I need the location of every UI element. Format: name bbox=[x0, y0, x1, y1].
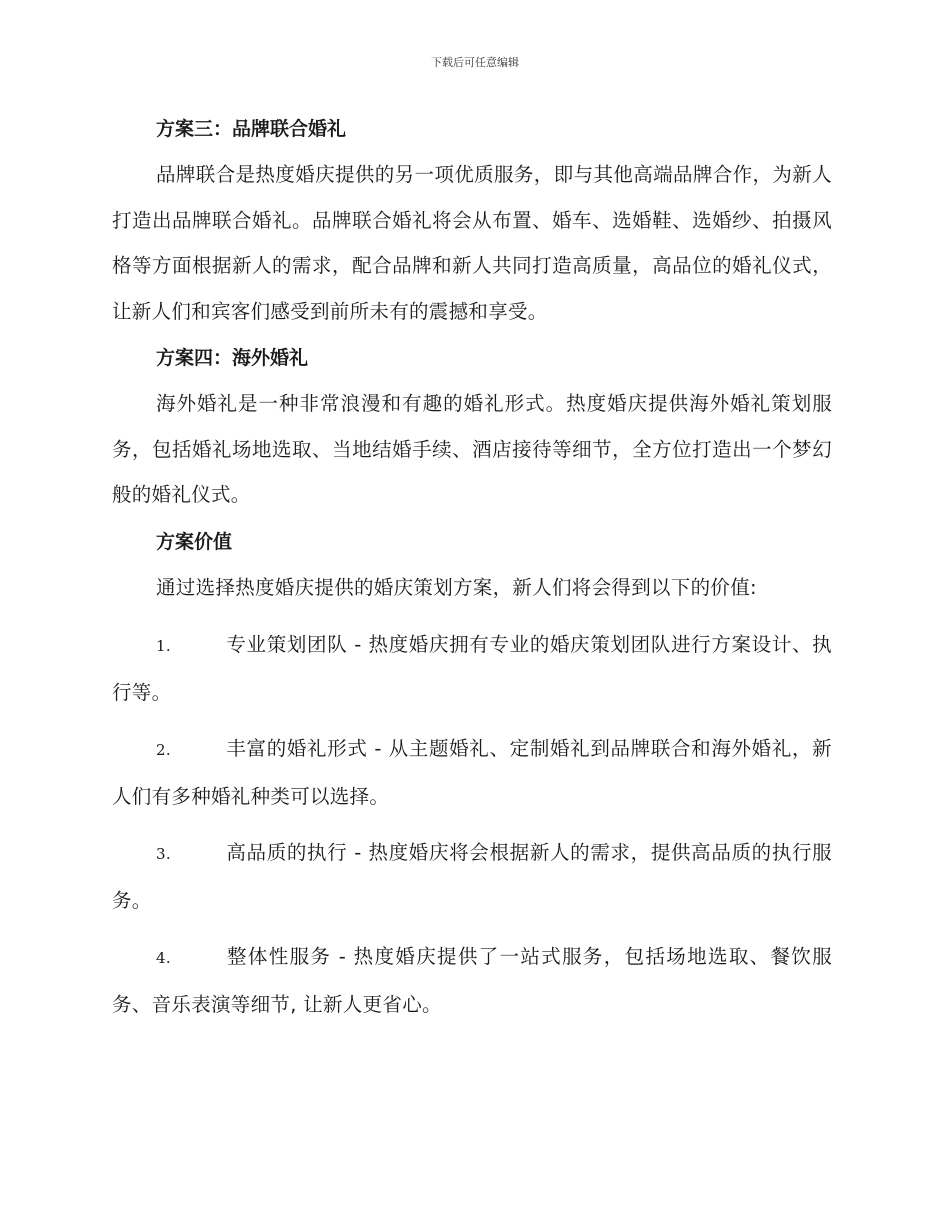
list-number: 3. bbox=[156, 845, 171, 863]
value-intro: 通过选择热度婚庆提供的婚庆策划方案，新人们将会得到以下的价值: bbox=[156, 575, 757, 599]
plan4-heading: 方案四：海外婚礼 bbox=[156, 347, 309, 369]
list-item bbox=[112, 934, 832, 1027]
list-item-text: 高品质的执行 - 热度婚庆将会根据新人的需求，提供高品质的执行服务。 bbox=[112, 841, 832, 912]
list-item-text: 丰富的婚礼形式 - 从主题婚礼、定制婚礼到品牌联合和海外婚礼，新人们有多种婚礼种类可以选择。 bbox=[112, 737, 832, 808]
list-item-text: 专业策划团队 - 热度婚庆拥有专业的婚庆策划团队进行方案设计、执行等。 bbox=[112, 633, 832, 704]
value-list bbox=[112, 622, 832, 1027]
list-number: 4. bbox=[156, 949, 171, 967]
list-number: 2. bbox=[156, 741, 171, 759]
list-item bbox=[112, 622, 832, 715]
list-item-text: 整体性服务 - 热度婚庆提供了一站式服务，包括场地选取、餐饮服务、音乐表演等细节, 让新人更省心。 bbox=[112, 945, 832, 1016]
plan3-heading: 方案三：品牌联合婚礼 bbox=[156, 118, 347, 140]
list-item bbox=[112, 726, 832, 819]
list-item bbox=[112, 830, 832, 923]
value-heading: 方案价值 bbox=[156, 530, 233, 553]
plan4-paragraph: 海外婚礼是一种非常浪漫和有趣的婚礼形式。热度婚庆提供海外婚礼策划服务，包括婚礼场地选取、当地结婚手续、酒店接待等细节，全方位打造出一个梦幻般的婚礼仪式。 bbox=[112, 392, 832, 506]
header-note: 下载后可任意编辑 bbox=[431, 56, 519, 69]
list-number: 1. bbox=[156, 637, 171, 655]
plan3-paragraph: 品牌联合是热度婚庆提供的另一项优质服务，即与其他高端品牌合作，为新人打造出品牌联合婚礼。品牌联合婚礼将会从布置、婚车、选婚鞋、选婚纱、拍摄风格等方面根据新人的需求，配合品牌和新人共同打造高质量，高品位的婚礼仪式，让新人们和宾客们感受到前所未有的震撼和享受。 bbox=[112, 163, 832, 323]
document-body bbox=[112, 113, 832, 1027]
